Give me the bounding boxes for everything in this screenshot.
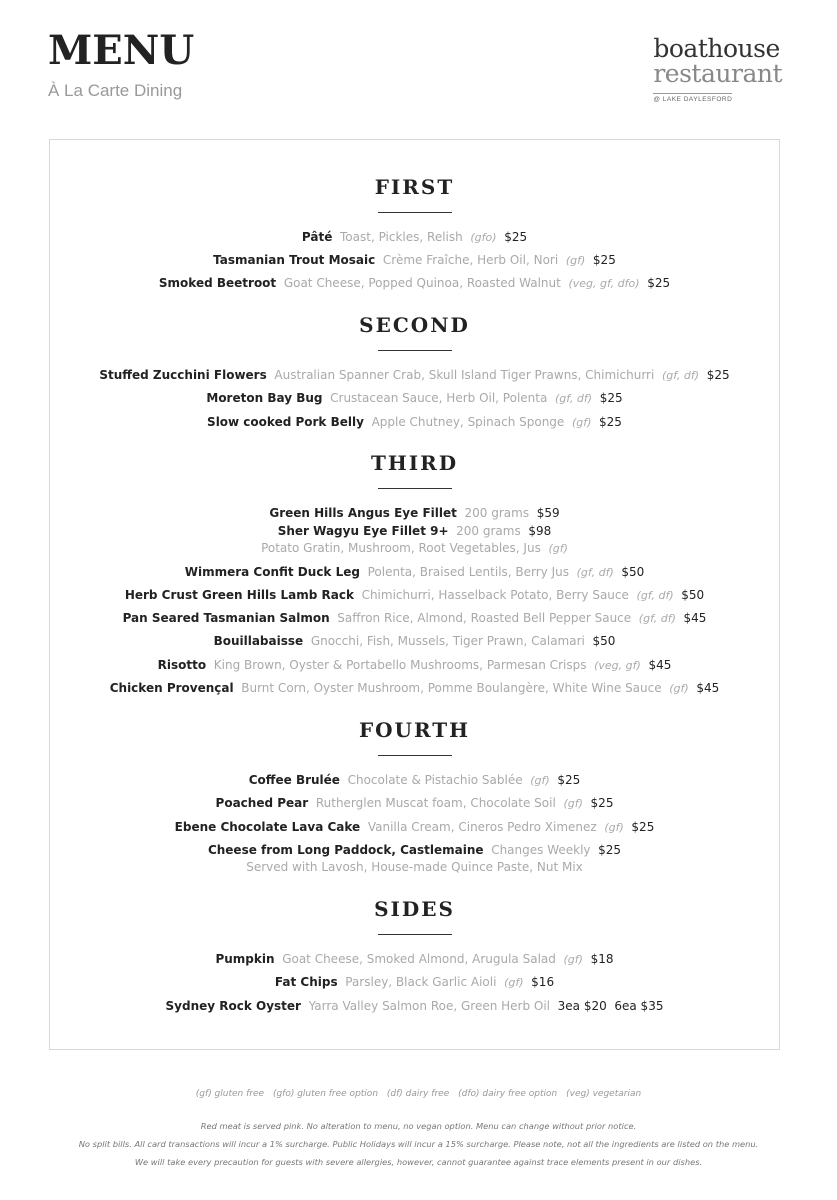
- menu-item: [49, 414, 780, 431]
- item-desc: Goat Cheese, Smoked Almond, Arugula Salad: [282, 952, 556, 966]
- item-price: $16: [531, 975, 555, 989]
- logo-line-2: restaurant: [653, 59, 782, 88]
- legend-item: (df) dairy free: [386, 1089, 450, 1099]
- item-desc: Yarra Valley Salmon Roe, Green Herb Oil: [308, 999, 551, 1013]
- item-name: Green Hills Angus Eye Fillet: [269, 506, 457, 520]
- section-fourth: [49, 717, 780, 756]
- section-divider: [378, 350, 452, 351]
- item-name: Stuffed Zucchini Flowers: [99, 368, 267, 382]
- item-tags: (gf, df): [554, 392, 593, 405]
- item-name: Smoked Beetroot: [158, 276, 277, 290]
- item-price: $50: [681, 588, 705, 602]
- item-tags: (gf): [504, 976, 524, 989]
- restaurant-logo: [653, 36, 782, 105]
- item-price: $98: [528, 524, 552, 538]
- dietary-legend: [0, 1089, 837, 1099]
- menu-item: [49, 842, 780, 858]
- item-tags: (gf, df): [638, 612, 676, 625]
- item-price: $50: [592, 634, 616, 648]
- item-price: $25: [647, 276, 671, 290]
- item-price: $25: [592, 253, 616, 267]
- item-tags: (gf): [565, 254, 586, 267]
- item-desc: Gnocchi, Fish, Mussels, Tiger Prawn, Calamari: [310, 634, 585, 648]
- legend-item: (dfo) dairy free option: [458, 1089, 558, 1099]
- section-title: THIRD: [370, 451, 459, 475]
- item-price: $25: [598, 843, 622, 857]
- item-name: Pumpkin: [215, 952, 275, 966]
- item-price: $45: [683, 611, 707, 625]
- item-name: Risotto: [157, 658, 207, 672]
- menu-item: [49, 564, 780, 581]
- item-desc: Toast, Pickles, Relish: [340, 230, 463, 244]
- item-name: Poached Pear: [215, 796, 309, 810]
- item-desc: Crustacean Sauce, Herb Oil, Polenta: [330, 391, 548, 405]
- item-name: Moreton Bay Bug: [206, 391, 323, 405]
- item-tags: (gf, df): [576, 566, 614, 579]
- menu-item-accompaniment: [49, 859, 780, 875]
- section-title: FIRST: [374, 175, 455, 199]
- item-tags: (gf): [604, 821, 624, 834]
- item-price: $18: [590, 952, 614, 966]
- item-desc: Crème Fraîche, Herb Oil, Nori: [382, 253, 559, 267]
- menu-item: [49, 229, 780, 246]
- section-divider: [378, 488, 452, 489]
- item-tags: (gf): [530, 774, 550, 787]
- item-desc: Parsley, Black Garlic Aioli: [345, 975, 497, 989]
- menu-item: [49, 974, 780, 991]
- menu-item: [49, 252, 780, 269]
- menu-title: MENU: [48, 27, 195, 74]
- footer-note: We will take every precaution for guests with severe allergies, however, cannot guarantee against trace elements present in our dishes.: [134, 1157, 703, 1167]
- item-name: Ebene Chocolate Lava Cake: [174, 820, 361, 834]
- item-desc: Vanilla Cream, Cineros Pedro Ximenez: [367, 820, 597, 834]
- item-price: $25: [590, 796, 614, 810]
- menu-item: [49, 772, 780, 789]
- item-desc: Saffron Rice, Almond, Roasted Bell Pepper Sauce: [337, 611, 632, 625]
- item-price: $25: [599, 415, 622, 429]
- menu-item: [49, 367, 780, 384]
- section-divider: [378, 212, 452, 213]
- item-desc: Potato Gratin, Mushroom, Root Vegetables, Jus: [261, 541, 541, 555]
- item-name: Sher Wagyu Eye Fillet 9+: [277, 524, 449, 538]
- section-second: [49, 312, 780, 351]
- item-tags: (gf): [563, 953, 583, 966]
- section-sides: [49, 896, 780, 935]
- item-tags: (gf, df): [636, 589, 674, 602]
- item-price: $25: [631, 820, 655, 834]
- item-price: $50: [621, 565, 645, 579]
- menu-item: [49, 610, 780, 627]
- menu-item: [49, 657, 780, 674]
- item-price: $25: [599, 391, 623, 405]
- menu-item: [49, 390, 780, 407]
- item-desc: Apple Chutney, Spinach Sponge: [371, 415, 565, 429]
- menu-subtitle: À La Carte Dining: [48, 81, 183, 100]
- item-price: $59: [536, 506, 560, 520]
- item-desc: Served with Lavosh, House-made Quince Paste, Nut Mix: [246, 860, 583, 874]
- menu-item: [49, 998, 780, 1014]
- item-desc: Changes Weekly: [491, 843, 591, 857]
- item-name: Pan Seared Tasmanian Salmon: [122, 611, 330, 625]
- item-desc: Chimichurri, Hasselback Potato, Berry Sauce: [361, 588, 629, 602]
- item-name: Fat Chips: [274, 975, 338, 989]
- section-divider: [378, 755, 452, 756]
- item-name: Sydney Rock Oyster: [165, 999, 301, 1013]
- item-name: Tasmanian Trout Mosaic: [213, 253, 376, 267]
- menu-item: [49, 523, 780, 539]
- menu-item: [49, 795, 780, 812]
- menu-item: [49, 275, 780, 292]
- section-divider: [378, 934, 452, 935]
- item-tags: (gf): [548, 542, 568, 555]
- section-third: [49, 450, 780, 489]
- item-tags: (veg, gf): [594, 659, 641, 672]
- item-price: $45: [696, 681, 720, 695]
- menu-item: [49, 587, 780, 604]
- item-name: Slow cooked Pork Belly: [207, 415, 364, 429]
- section-first: [49, 174, 780, 213]
- item-tags: (gf): [669, 682, 689, 695]
- item-desc: Burnt Corn, Oyster Mushroom, Pomme Boulangère, White Wine Sauce: [241, 681, 662, 695]
- item-price: $25: [706, 368, 730, 382]
- item-price: $45: [648, 658, 672, 672]
- item-name: Coffee Brulée: [248, 773, 340, 787]
- legend-item: (gf) gluten free: [195, 1089, 265, 1099]
- menu-item-accompaniment: [49, 540, 780, 557]
- item-desc: 200 grams: [456, 524, 521, 538]
- menu-item: [49, 505, 780, 521]
- item-desc: 200 grams: [464, 506, 530, 520]
- item-name: Cheese from Long Paddock, Castlemaine: [207, 843, 484, 857]
- item-tags: (gf): [571, 416, 592, 429]
- item-price: $25: [557, 773, 581, 787]
- footer-note: Red meat is served pink. No alteration to menu, no vegan option. Menu can change without prior notice.: [200, 1121, 637, 1131]
- item-price: $25: [504, 230, 528, 244]
- item-tags: (veg, gf, dfo): [568, 277, 640, 290]
- menu-item: [49, 633, 780, 649]
- legend-item: (veg) vegetarian: [566, 1089, 642, 1099]
- logo-line-1: boathouse: [653, 34, 780, 63]
- item-name: Pâté: [301, 230, 333, 244]
- section-title: SIDES: [374, 897, 455, 921]
- item-name: Bouillabaisse: [213, 634, 304, 648]
- item-desc: Australian Spanner Crab, Skull Island Tiger Prawns, Chimichurri: [274, 368, 655, 382]
- item-desc: Polenta, Braised Lentils, Berry Jus: [367, 565, 569, 579]
- item-name: Chicken Provençal: [109, 681, 234, 695]
- item-tags: (gfo): [470, 231, 497, 244]
- section-title: SECOND: [359, 313, 470, 337]
- menu-item: [49, 951, 780, 968]
- item-name: Wimmera Confit Duck Leg: [184, 565, 360, 579]
- legend-item: (gfo) gluten free option: [272, 1089, 379, 1099]
- item-price: 3ea $20 6ea $35: [557, 999, 664, 1013]
- item-desc: Goat Cheese, Popped Quinoa, Roasted Walnut: [283, 276, 561, 290]
- menu-item: [49, 680, 780, 697]
- item-tags: (gf, df): [661, 369, 700, 382]
- item-desc: Rutherglen Muscat foam, Chocolate Soil: [315, 796, 556, 810]
- logo-line-3: @ LAKE DAYLESFORD: [653, 93, 732, 103]
- menu-item: [49, 819, 780, 836]
- section-title: FOURTH: [358, 718, 471, 742]
- item-desc: Chocolate & Pistachio Sablée: [347, 773, 523, 787]
- item-name: Herb Crust Green Hills Lamb Rack: [124, 588, 354, 602]
- footer-note: No split bills. All card transactions will incur a 1% surcharge. Public Holidays will incur a 15% surcharge. Please note, not all the ingredients are listed on the menu.: [78, 1139, 759, 1149]
- item-tags: (gf): [563, 797, 583, 810]
- item-desc: King Brown, Oyster & Portabello Mushrooms, Parmesan Crisps: [213, 658, 587, 672]
